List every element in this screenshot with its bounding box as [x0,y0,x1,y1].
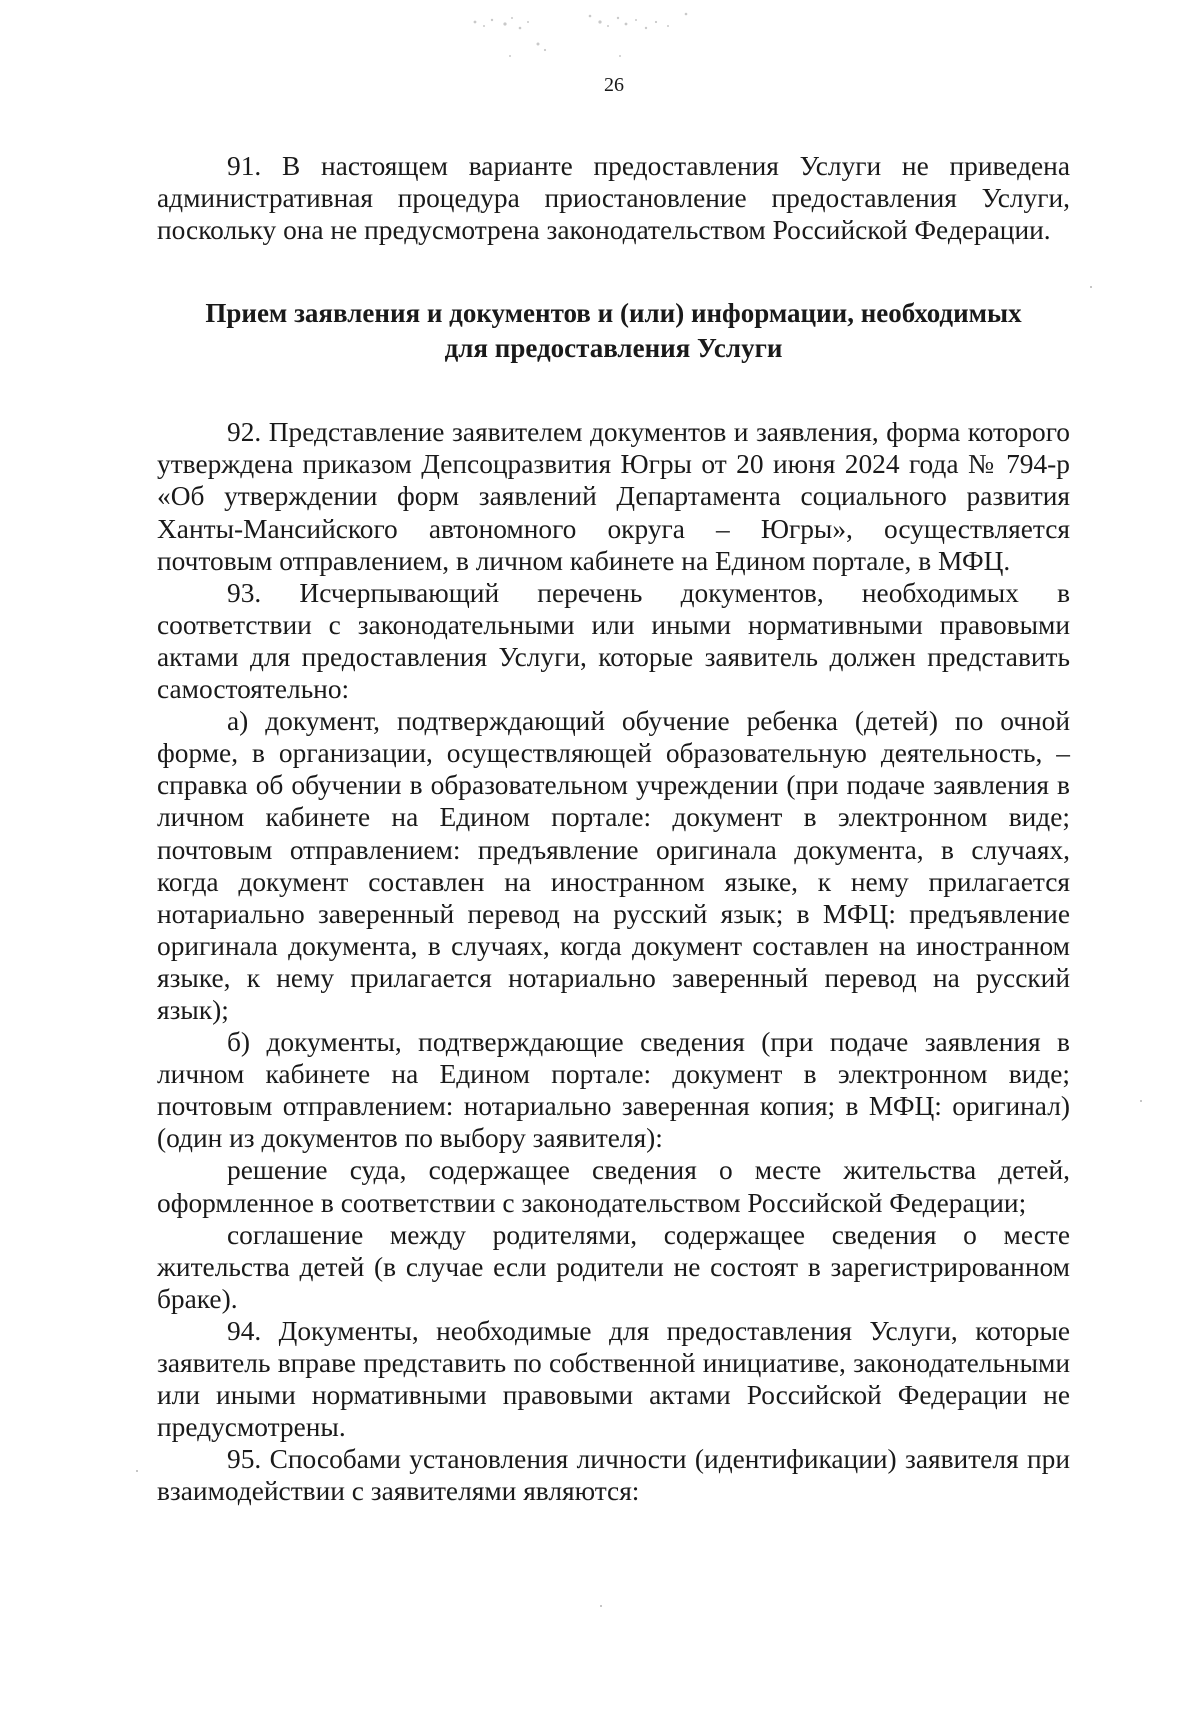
scan-speck [1140,1100,1142,1102]
paragraph-92: 92. Представление заявителем документов и заявления, форма которого утверждена приказом Депсоцразвития Югры от 20 июня 2024 года № 794-р «Об утверждении форм заявлений Департамента социального развития Ханты-Мансийского автономного округа – Югры», осуществляется почтовым отправлением, в личном кабинете на Едином портале, в МФЦ. [157,417,1070,576]
paragraph-93: 93. Исчерпывающий перечень документов, необходимых в соответствии с законодательными или иными нормативными правовыми актами для предоставления Услуги, которые заявитель должен представить самостоятельно: [157,577,1070,705]
paragraph-93-a: а) документ, подтверждающий обучение ребенка (детей) по очной форме, в организации, осуществляющей образовательную деятельность, – справка об обучении в образовательном учреждении (при подаче заявления в личном кабинете на Едином портале: документ в электронном виде; почтовым отправлением: предъявление оригинала документа, в случаях, когда документ составлен на иностранном языке, к нему прилагается нотариально заверенный перевод на русский язык; в МФЦ: предъявление оригинала документа, в случаях, когда документ составлен на иностранном языке, к нему прилагается нотариально заверенный перевод на русский язык); [157,706,1070,1025]
document-body [157,150,1070,1507]
paragraph-parents-agreement: соглашение между родителями, содержащее сведения о месте жительства детей (в случае если родители не состоят в зарегистрированном браке). [157,1219,1070,1314]
scan-noise-mark [450,4,750,64]
page-number: 26 [604,74,624,96]
section-heading-line-2: для предоставления Услуги [444,333,783,364]
paragraph-95: 95. Способами установления личности (идентификации) заявителя при взаимодействии с заявителями являются: [157,1444,1070,1507]
paragraph-court-decision: решение суда, содержащее сведения о месте жительства детей, оформленное в соответствии с законодательством Российской Федерации; [157,1155,1070,1218]
paragraph-94: 94. Документы, необходимые для предоставления Услуги, которые заявитель вправе представить по собственной инициативе, законодательными или иными нормативными правовыми актами Российской Федерации не предусмотрены. [157,1315,1070,1443]
paragraph-91: 91. В настоящем варианте предоставления Услуги не приведена административная процедура приостановление предоставления Услуги, поскольку она не предусмотрена законодательством Российской Федерации. [157,151,1070,246]
scan-speck [136,1470,138,1472]
section-heading [157,296,1070,366]
section-heading-line-1: Прием заявления и документов и (или) информации, необходимых [205,298,1022,329]
scan-speck [1090,286,1092,288]
scan-speck [600,1605,602,1607]
paragraph-93-b: б) документы, подтверждающие сведения (при подаче заявления в личном кабинете на Едином портале: документ в электронном виде; почтовым отправлением: нотариально заверенная копия; в МФЦ: оригинал) (один из документов по выбору заявителя): [157,1027,1070,1154]
